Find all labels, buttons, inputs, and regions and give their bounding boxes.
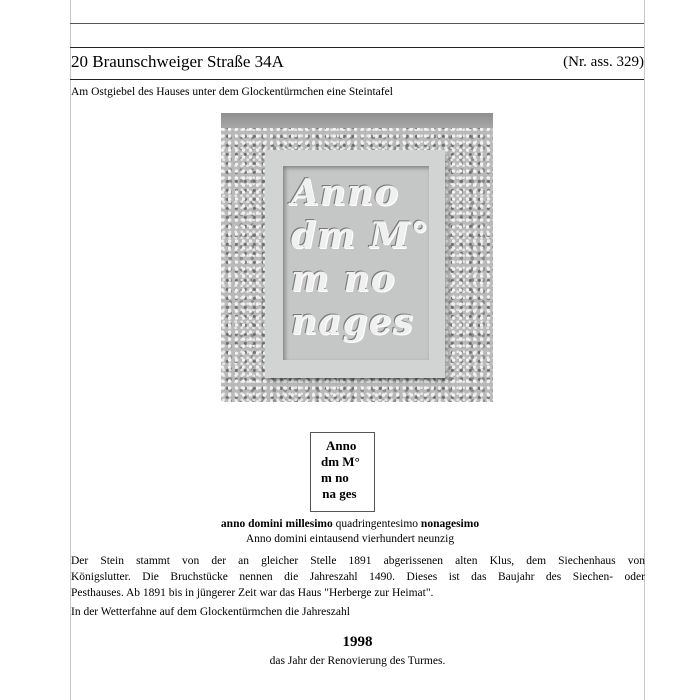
paragraph-line: Königslutter. Die Bruchstücke nennen die Jahreszahl 1490. Dieses ist das Baujahr des Siechen- oder xyxy=(71,571,645,583)
stone-tablet-photo xyxy=(221,113,493,402)
wall-edge xyxy=(221,113,493,128)
latin-word: millesimo xyxy=(285,518,333,530)
latin-word: domini xyxy=(248,518,283,530)
renovation-caption: das Jahr der Renovierung des Turmes. xyxy=(269,655,446,667)
transcription-line: dm M° xyxy=(321,454,360,469)
latin-reading xyxy=(0,518,700,530)
carving-line: m no xyxy=(291,258,396,300)
carved-inscription xyxy=(291,172,430,344)
carving-line: nages xyxy=(291,301,414,343)
paragraph-line: Pesthauses. Ab 1891 bis in jüngerer Zeit war das Haus "Herberge zur Heimat". xyxy=(71,587,434,599)
transcription-line: m no xyxy=(321,470,349,485)
german-reading: Anno domini eintausend vierhundert neunzig xyxy=(245,533,455,545)
description-paragraph xyxy=(71,553,645,601)
header-top-rule xyxy=(70,47,644,48)
header-bottom-rule xyxy=(70,79,644,80)
intro-text: Am Ostgiebel des Hauses unter dem Glockentürmchen eine Steintafel xyxy=(71,86,393,98)
carving-line: Anno xyxy=(291,172,400,214)
weathervane-text: In der Wetterfahne auf dem Glockentürmchen die Jahreszahl xyxy=(71,606,350,618)
latin-word: quadringentesimo xyxy=(335,518,419,530)
transcription-line: na ges xyxy=(319,486,357,501)
transcription-line: Anno xyxy=(326,438,357,453)
transcription-box xyxy=(310,432,375,512)
latin-word: nonagesimo xyxy=(420,518,480,530)
latin-word: anno xyxy=(220,518,246,530)
top-rule xyxy=(70,23,644,24)
carving-line: dm M° xyxy=(291,215,430,257)
page-title: 20 Braunschweiger Straße 34A xyxy=(71,52,284,71)
stone-slab xyxy=(265,150,445,378)
paragraph-line: Der Stein stammt von der an gleicher Stelle 1891 abgerissenen alten Klus, dem Siechenhaus von xyxy=(71,555,645,567)
assessment-number: (Nr. ass. 329) xyxy=(563,54,644,70)
renovation-year: 1998 xyxy=(342,634,373,650)
slab-recess xyxy=(283,166,429,360)
